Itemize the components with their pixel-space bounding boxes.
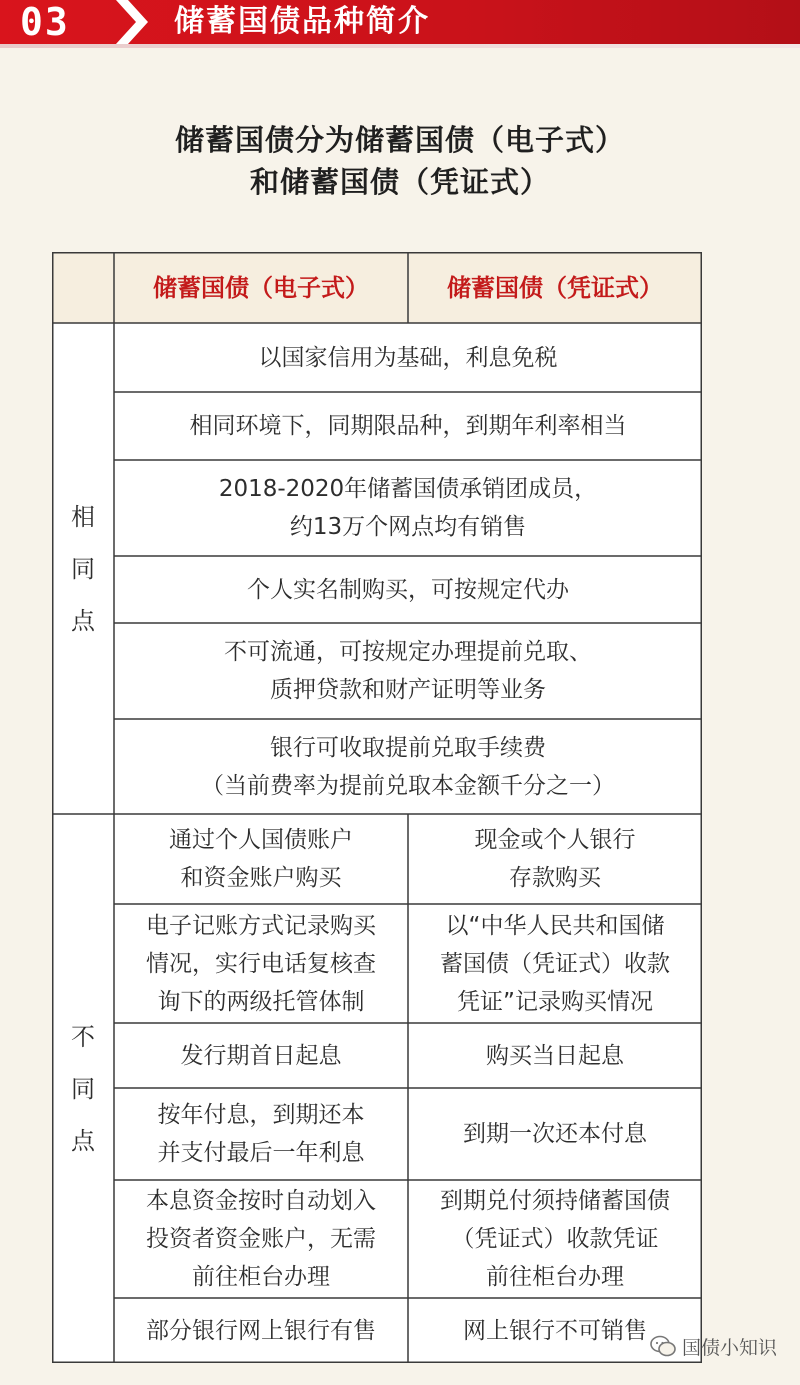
diff-cell-electronic: 部分银行网上银行有售 (146, 1317, 376, 1344)
section-banner (0, 0, 800, 48)
same-row: 个人实名制购买，可按规定代办 (247, 576, 569, 603)
same-row: 不可流通，可按规定办理提前兑取、 质押贷款和财产证明等业务 (224, 639, 592, 703)
section-title: 储蓄国债品种简介 (174, 4, 430, 39)
comparison-table (52, 252, 702, 1363)
watermark (650, 1331, 777, 1361)
diff-label-char: 不 (71, 1022, 95, 1051)
diff-cell-electronic: 发行期首日起息 (180, 1042, 342, 1069)
same-label-char: 同 (71, 554, 95, 583)
diff-cell-voucher: 购买当日起息 (486, 1042, 624, 1069)
column-header-voucher: 储蓄国债（凭证式） (408, 252, 702, 323)
same-row: 银行可收取提前兑取手续费 （当前费率为提前兑取本金额千分之一） (201, 734, 615, 799)
diff-cell-voucher: 到期一次还本付息 (463, 1121, 647, 1147)
column-header-electronic: 储蓄国债（电子式） (114, 252, 408, 323)
page-heading-line-2: 和储蓄国债（凭证式） (249, 165, 550, 199)
diff-label-char: 点 (71, 1126, 95, 1155)
watermark-text: 国债小知识 (682, 1336, 778, 1359)
diff-label-char: 同 (71, 1074, 95, 1103)
banner-underline (0, 44, 800, 48)
diff-cell-voucher: 网上银行不可销售 (463, 1317, 647, 1344)
diff-cell-electronic: 通过个人国债账户 和资金账户购买 (169, 827, 353, 891)
same-label-char: 点 (71, 606, 95, 635)
diff-cell-electronic: 按年付息，到期还本 并支付最后一年利息 (157, 1102, 365, 1166)
same-row: 2018-2020年储蓄国债承销团成员， 约13万个网点均有销售 (218, 476, 598, 540)
same-row: 相同环境下，同期限品种，到期年利率相当 (189, 413, 627, 439)
diff-cell-voucher: 以“中华人民共和国储 蓄国债（凭证式）收款 凭证”记录购买情况 (440, 912, 670, 1015)
wechat-icon (650, 1335, 676, 1357)
diff-cell-voucher: 现金或个人银行 存款购买 (474, 827, 636, 891)
section-number: 03 (20, 0, 70, 44)
diff-cell-electronic: 本息资金按时自动划入 投资者资金账户，无需 前往柜台办理 (146, 1188, 376, 1290)
same-row: 以国家信用为基础，利息免税 (258, 344, 558, 371)
same-label-char: 相 (71, 502, 95, 531)
diff-cell-voucher: 到期兑付须持储蓄国债 （凭证式）收款凭证 前往柜台办理 (440, 1188, 670, 1290)
chevron-right-icon (114, 0, 150, 44)
diff-cell-electronic: 电子记账方式记录购买 情况，实行电话复核查 询下的两级托管体制 (146, 912, 376, 1015)
table-grid-lines (52, 252, 702, 1363)
page-heading-line-1: 储蓄国债分为储蓄国债（电子式） (174, 123, 625, 157)
